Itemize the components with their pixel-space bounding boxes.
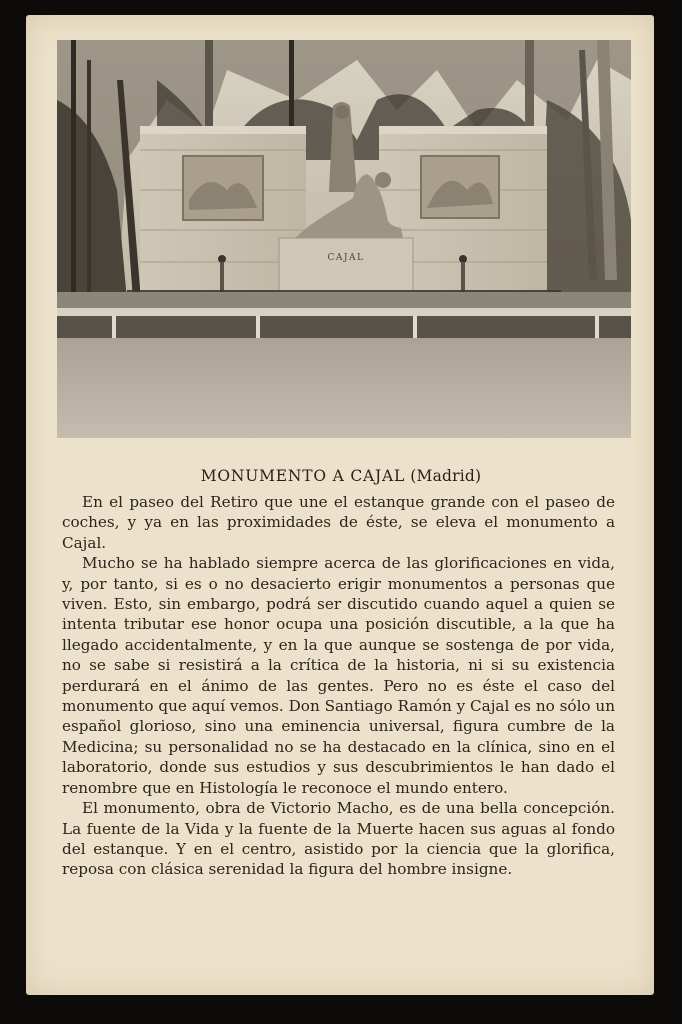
body-text xyxy=(62,492,615,880)
title-location: (Madrid) xyxy=(410,467,482,485)
inscription-text: CAJAL xyxy=(327,253,365,263)
paragraph-3: El monumento, obra de Victorio Macho, es de una bella concepción. La fuente de la Vida y la fuente de la Muerte hacen sus aguas al fondo del estanque. Y en el centro, asistido por la ciencia que la glorifica, reposa con clásica serenidad la figura del hombre insigne. xyxy=(62,799,615,879)
paragraph-1: En el paseo del Retiro que une el estanque grande con el paseo de coches, y ya en las proximidades de éste, se eleva el monumento a Cajal. xyxy=(62,493,615,552)
monument-photo xyxy=(57,40,631,438)
postcard-title xyxy=(0,466,682,486)
paragraph-2: Mucho se ha hablado siempre acerca de las glorificaciones en vida, y, por tanto, si es o no desacierto erigir monumentos a personas que viven. Esto, sin embargo, podrá ser discutido cuando aquel a quien se intenta tributar ese honor ocupa una posición discutible, a la que ha llegado accidentalmente, y en la que aunque se sostenga de por vida, no se sabe si resistirá a la crítica de la historia, ni si su existencia perdurará en el ánimo de las gentes. Pero no es éste el caso del monumento que aquí vemos. Don Santiago Ramón y Cajal es no sólo un español glorioso, sino una eminencia universal, figura cumbre de la Medicina; su personalidad no se ha destacado en la clínica, sino en el laboratorio, donde sus estudios y sus descubrimientos le han dado el renombre que en Histología le reconoce el mundo entero. xyxy=(62,554,615,797)
title-main: MONUMENTO A CAJAL xyxy=(200,467,406,485)
